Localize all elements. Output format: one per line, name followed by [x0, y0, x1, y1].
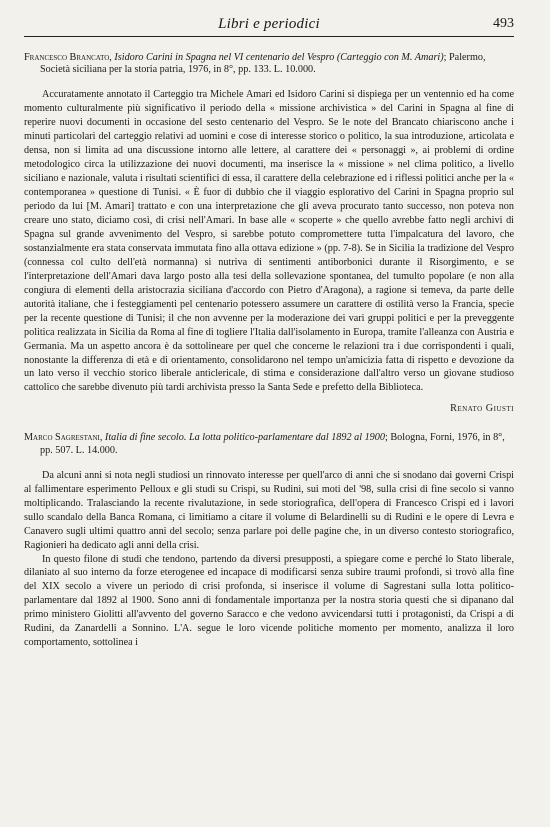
- reviewer-signature: Renato Giusti: [450, 403, 514, 415]
- publication-details: ; Bologna, Forni, 1976, in 8°, pp. 507. L. 14.000.: [40, 432, 505, 456]
- review-author: Francesco Brancato,: [24, 52, 112, 63]
- review-author: Marco Sagrestani,: [24, 432, 103, 444]
- book-title: Italia di fine secolo. La lotta politico-parlamentare dal 1892 al 1900: [104, 432, 385, 444]
- citation: [24, 52, 514, 76]
- running-head: Libri e periodici: [218, 16, 320, 32]
- review-paragraph: Accuratamente annotato il Carteggio tra Michele Amari ed Isidoro Carini si dispiega per un ventennio ed ha come momento culturalmente più significativo il periodo della « missione archivistica » del Carini in Spagna al fine di reperire nuovi documenti in occasione del sesto centenario del Vespro. Se le note del Brancato chiariscono anche i minuti particolari del carteggio relativi ad uomini e cose di interesse storico o politico, la sua introduzione, articolata e densa, non si limita ad una discussione intorno alle lettere, al carattere dei « personaggi », ai problemi di ordine metodologico circa la utilizzazione dei nuovi documenti, ma inserisce la « missione » nel clima politico, a livello siciliano e nazionale, valuta i risultati scientifici di essa, il carattere della celebrazione ed i riflessi politici anche per la « contemporanea » questione di Tunisi. « È fuor di dubbio che il viaggio esplorativo del Carini in Spagna proprio sul periodo da lui [M. Amari] trattato e con una interpretazione che gli aveva procurato tanto successo, non poteva non creare uno stato, diciamo così, di crisi nell'Amari. In base alle « scoperte » che quello avrebbe fatto negli archivi di Spagna sul grande avvenimento del Vespro, si sarebbe potuto compromettere tutta l'impalcatura del lavoro, che sostanzialmente era stata conservata immutata fino alla ottava edizione » (pp. 7-8). Se in Sicilia la tradizione del Vespro (connessa col culto dell'età normanna) si nutriva di sentimenti antiborbonici durante il Risorgimento, e se l'interpretazione dell'Amari dava largo posto alla tesi della sollevazione spontanea, del tumulto popolare (e non alla congiura di elementi della aristocrazia siciliana d'accordo con Pietro d'Aragona), a ragione si temeva, da parte delle autorità italiane, che i festeggiamenti pel centenario potessero assumere un carattere di ostilità verso la Francia, specie per la recente questione di Tunisi; il che non avvenne per la moderazione dei vari gruppi politici e per la preveggente politica realizzata in Sicilia da Roma al fine di togliere l'Italia dall'isolamento in Europa, tramite l'alleanza con Austria e Germania. Ma un aspetto ancora è da sottolineare per quel che concerne le relazioni tra i due corrispondenti i quali, nonostante la differenza di età e di orientamento, consolidarono nel tempo un'amicizia fatta di rispetto e devozione da un lato verso il vecchio storico liberale anticlericale, di stima e considerazione dall'altro verso un giovane studioso cattolico che sarebbe divenuto più tardi archivista presso la Santa Sede e prefetto della Biblioteca.: [24, 89, 514, 394]
- page-header: [24, 14, 514, 37]
- review-paragraph: Da alcuni anni si nota negli studiosi un rinnovato interesse per quell'arco di anni che si snodano dai governi Crispi al fallimentare esperimento Pelloux e gli studi su Crispi, su Rudinì, sui moti del '98, sulla crisi di fine secolo si vanno moltiplicando. Tralasciando la recente rivalutazione, in sede storiografica, dell'opera di Francesco Crispi ed i lavori sullo scandalo della Banca Romana, ci limitiamo a citare il volume di Belardinelli su di Rudinì e le opere di Levra e Canavero sugli ultimi quattro anni del secolo; senza parlare poi delle pagine che, in un diverso contesto storiografico, Ragionieri ha dedicato agli anni della crisi.: [24, 469, 514, 551]
- review-1: [24, 52, 514, 414]
- page-number: 493: [493, 16, 514, 31]
- publication-details: ; Palermo, Società siciliana per la storia patria, 1976, in 8°, pp. 133. L. 10.000.: [40, 52, 486, 76]
- page-content: [24, 44, 514, 650]
- citation: [24, 432, 514, 456]
- review-2: [24, 432, 514, 650]
- review-paragraph: In questo filone di studi che tendono, partendo da diversi presupposti, a spiegare come e perché lo Stato liberale, dilaniato al suo interno da forze eterogenee ed incapace di modificarsi senza subire traumi profondi, si trovò alla fine del XIX secolo a vivere un periodo di crisi profonda, si inserisce il volume di Sagrestani sulla lotta politico-parlamentare dal 1892 al 1900. Sono anni di fondamentale importanza per la nostra storia questi che si dipanano dal primo ministero Giolitti all'avvento del governo Saracco e che vedono avvicendarsi tutti i protagonisti, da Crispi a di Rudini, da Zanardelli a Sonnino. L'A. segue le loro vicende politiche momento per momento, analizza il loro comportamento, sottolinea i: [24, 553, 514, 649]
- book-title: Isidoro Carini in Spagna nel VI centenario del Vespro (Carteggio con M. Amari): [114, 52, 444, 63]
